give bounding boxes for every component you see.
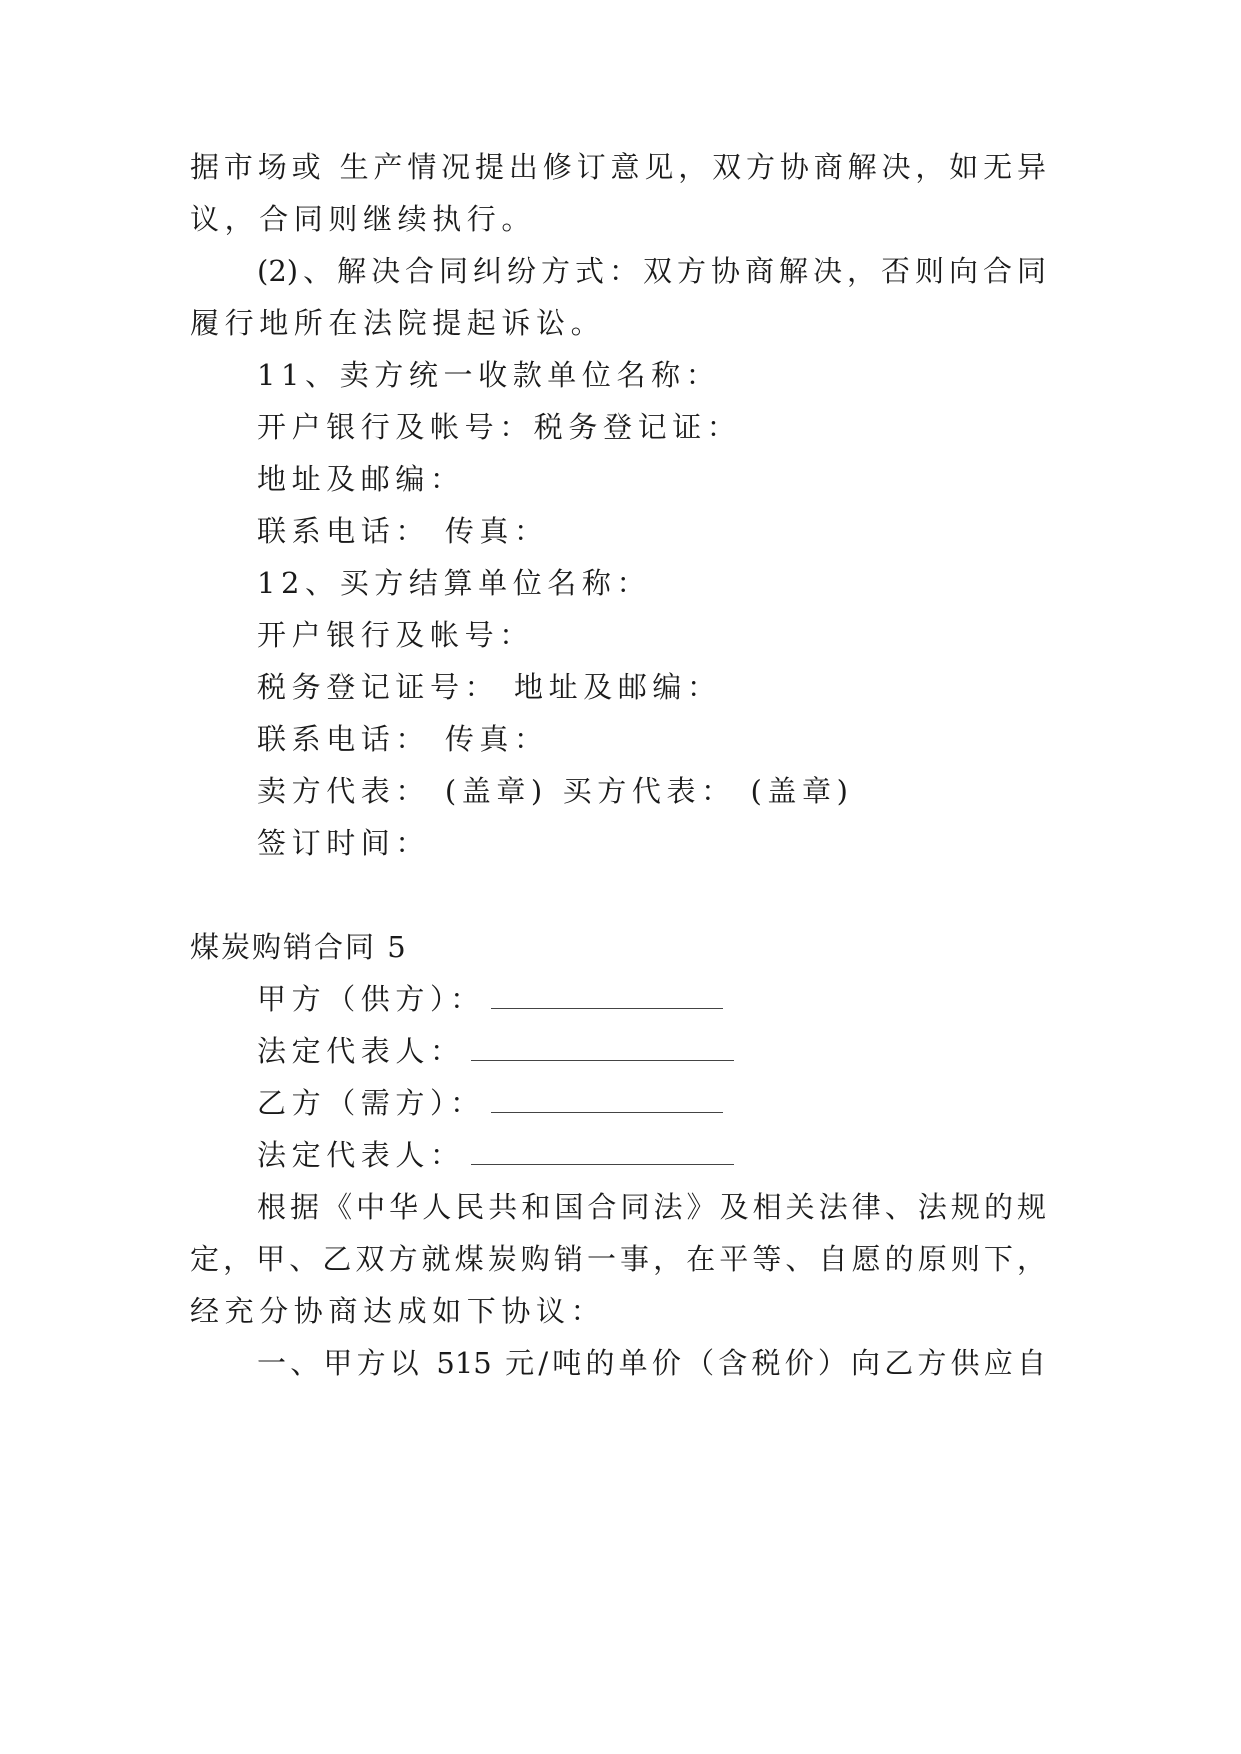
paragraph-line: 议，合同则继续执行。 [190,202,537,236]
buyer-bank-account-line: 开户银行及帐号： [257,618,534,652]
buyer-tax-address-line: 税务登记证号： 地址及邮编： [257,670,722,704]
dispute-resolution-line: (2)、解决合同纠纷方式：双方协商解决，否则向合同 [257,254,1046,288]
party-b-field [257,1086,723,1120]
clause-1-line: 一、甲方以 515 元/吨的单价（含税价）向乙方供应自 [257,1346,1046,1380]
representatives-seal-line: 卖方代表： (盖章) 买方代表： (盖章) [257,774,854,808]
seller-payee-name-line: 11、卖方统一收款单位名称： [257,358,721,392]
party-a-label: 甲方（供方）： [257,982,485,1016]
seller-phone-fax-line: 联系电话： 传真： [257,514,549,548]
party-a-rep-blank [471,1038,734,1061]
seller-bank-account-line: 开户银行及帐号：税务登记证： [257,410,742,444]
intro-line: 定，甲、乙双方就煤炭购销一事，在平等、自愿的原则下， [190,1242,1046,1276]
party-b-blank [491,1090,723,1113]
party-b-rep-label: 法定代表人： [257,1138,465,1172]
intro-line: 经充分协商达成如下协议： [190,1294,606,1328]
party-b-label: 乙方（需方）： [257,1086,485,1120]
paragraph-line: 据市场或 生产情况提出修订意见，双方协商解决，如无异 [190,150,1046,184]
party-a-rep-label: 法定代表人： [257,1034,465,1068]
party-a-blank [491,986,723,1009]
seller-address-line: 地址及邮编： [257,462,465,496]
buyer-settlement-name-line: 12、买方结算单位名称： [257,566,652,600]
contract-title: 煤炭购销合同 5 [190,930,408,964]
intro-line: 根据《中华人民共和国合同法》及相关法律、法规的规 [257,1190,1046,1224]
party-a-rep-field [257,1034,734,1068]
paragraph-line: 履行地所在法院提起诉讼。 [190,306,606,340]
buyer-phone-fax-line: 联系电话： 传真： [257,722,549,756]
party-b-rep-blank [471,1142,734,1165]
signing-date-line: 签订时间： [257,826,431,860]
party-b-rep-field [257,1138,734,1172]
party-a-field [257,982,723,1016]
